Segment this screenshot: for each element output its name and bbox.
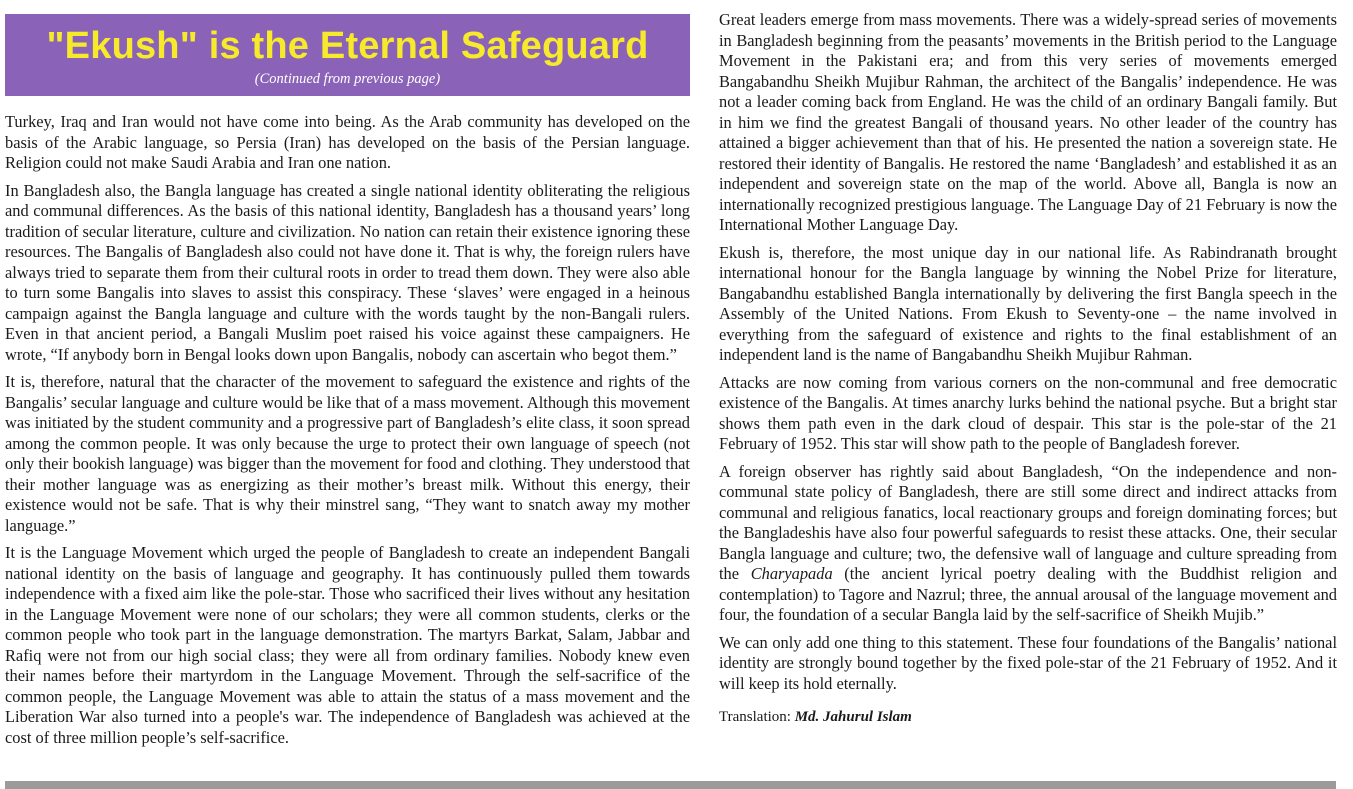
translator-name: Md. Jahurul Islam xyxy=(794,709,912,725)
title-banner xyxy=(5,14,690,96)
paragraph: It is the Language Movement which urged the people of Bangladesh to create an independent Bangali national identity on the basis of language and geography. It has continuously pulled them towards independence with a fixed aim like the pole-star. Those who sacrificed their lives without any hesitation in the Language Movement were none of our scholars; they were all common students, clerks or the common people who took part in the language demonstration. The martyrs Barkat, Salam, Jabbar and Rafiq were not from our high social class; they were all from ordinary families. Nobody knew even their names before their martyrdom in the Language Movement. Through the self-sacrifice of the common people, the Language Movement was able to attain the status of a mass movement and the Liberation War also turned into a people's war. The independence of Bangladesh was achieved at the cost of three million people’s self-sacrifice. xyxy=(5,543,690,747)
paragraph: In Bangladesh also, the Bangla language has created a single national identity obliterating the religious and communal differences. As the basis of this national identity, Bangladesh has a thousand years’ long tradition of secular literature, culture and civilization. No nation can retain their existence ignoring these resources. The Bangalis of Bangladesh also could not have done it. That is why, the foreign rulers have always tried to separate them from their cultural roots in order to tread them down. They were also able to turn some Bangalis into slaves to assist this conspiracy. These ‘slaves’ were engaged in a heinous campaign against the Bangla language and culture with the words taught by the non-Bangali rulers. Even in that ancient period, a Bangali Muslim poet raised his voice against these campaigners. He wrote, “If anybody born in Bengal looks down upon Bangalis, nobody can ascertain who begot them.” xyxy=(5,180,690,364)
quote-paragraph xyxy=(719,462,1337,626)
closing-paragraph: We can only add one thing to this statement. These four foundations of the Bangalis’ national identity are strongly bound together by the fixed pole-star of the 21 February of 1952. And it will keep its hold eternally. xyxy=(719,632,1337,693)
paragraph: Turkey, Iraq and Iran would not have come into being. As the Arab community has developed on the basis of the Arabic language, so Persia (Iran) has developed on the basis of the Persian language. Religion could not make Saudi Arabia and Iran one nation. xyxy=(5,112,690,172)
continued-note: (Continued from previous page) xyxy=(254,71,441,87)
translation-credit xyxy=(719,708,1337,726)
paragraph: Great leaders emerge from mass movements. There was a widely-spread series of movements in Bangladesh beginning from the peasants’ movements in the British period to the Language Movement in the Pakistani era; and from this very series of movements emerged Bangabandhu Sheikh Mujibur Rahman, the architect of the Bangalis’ independence. He was not a leader coming back from England. He was the child of an ordinary Bangali family. But in him we find the greatest Bangali of thousand years. No other leader of the country has attained a bigger achievement than that of his. He presented the nation a sovereign state. He restored their identity of Bangalis. He restored the name ‘Bangladesh’ and established it as an independent and sovereign state on the map of the world. Above all, Bangla is now an internationally recognized prestigious language. The Language Day of 21 February is now the International Mother Language Day. xyxy=(719,10,1337,234)
paragraph: Attacks are now coming from various corners on the non-communal and free democratic existence of the Bangalis. At times anarchy lurks behind the national psyche. But a bright star shows them path even in the dark cloud of despair. This star is the pole-star of the 21 February of 1952. This star will show path to the people of Bangladesh forever. xyxy=(719,372,1337,453)
charyapada-italic: Charyapada xyxy=(750,564,833,583)
quote-text-end: (the ancient lyrical poetry dealing with the Buddhist religion and contemplation) to Tagore and Nazrul; three, the annual arousal of the language movement and four, the foundation of a secular Bangla laid by the self-sacrifice of Sheikh Mujib.” xyxy=(719,564,1337,624)
right-column xyxy=(719,10,1337,726)
paragraph: It is, therefore, natural that the character of the movement to safeguard the existence and rights of the Bangalis’ secular language and culture would be like that of a mass movement. Although this movement was initiated by the student community and a progressive part of Bangladesh’s elite class, it soon spread among the common people. It was only because the urge to protect their own language of speech (not only their bookish language) was bigger than the movement for food and clothing. They understood that their mother language was as energizing as their mother’s breast milk. Without this energy, their existence would not be safe. That is why their minstrel sang, “They want to snatch away my mother language.” xyxy=(5,372,690,535)
article-title: "Ekush" is the Eternal Safeguard xyxy=(46,25,649,67)
paragraph: Ekush is, therefore, the most unique day in our national life. As Rabindranath brought international honour for the Bangla language by winning the Nobel Prize for literature, Bangabandhu established Bangla internationally by delivering the first Bangla speech in the Assembly of the United Nations. From Ekush to Seventy-one – the name involved in everything from the safeguard of existence and rights to the final establishment of an independent land is the name of Bangabandhu Sheikh Mujibur Rahman. xyxy=(719,242,1337,364)
quote-text-start: A foreign observer has rightly said about Bangladesh, “On the independence and non-communal state policy of Bangladesh, there are still some direct and indirect attacks from communal and religious fanatics, local reactionary groups and foreign dominating forces; but the Bangladeshis have also four powerful safeguards to resist these attacks. One, their secular Bangla language and culture; two, the defensive wall of language and culture spreading from the xyxy=(719,461,1337,583)
left-column xyxy=(5,14,690,755)
footer-bar xyxy=(5,781,1336,789)
credit-label: Translation: xyxy=(719,709,795,725)
